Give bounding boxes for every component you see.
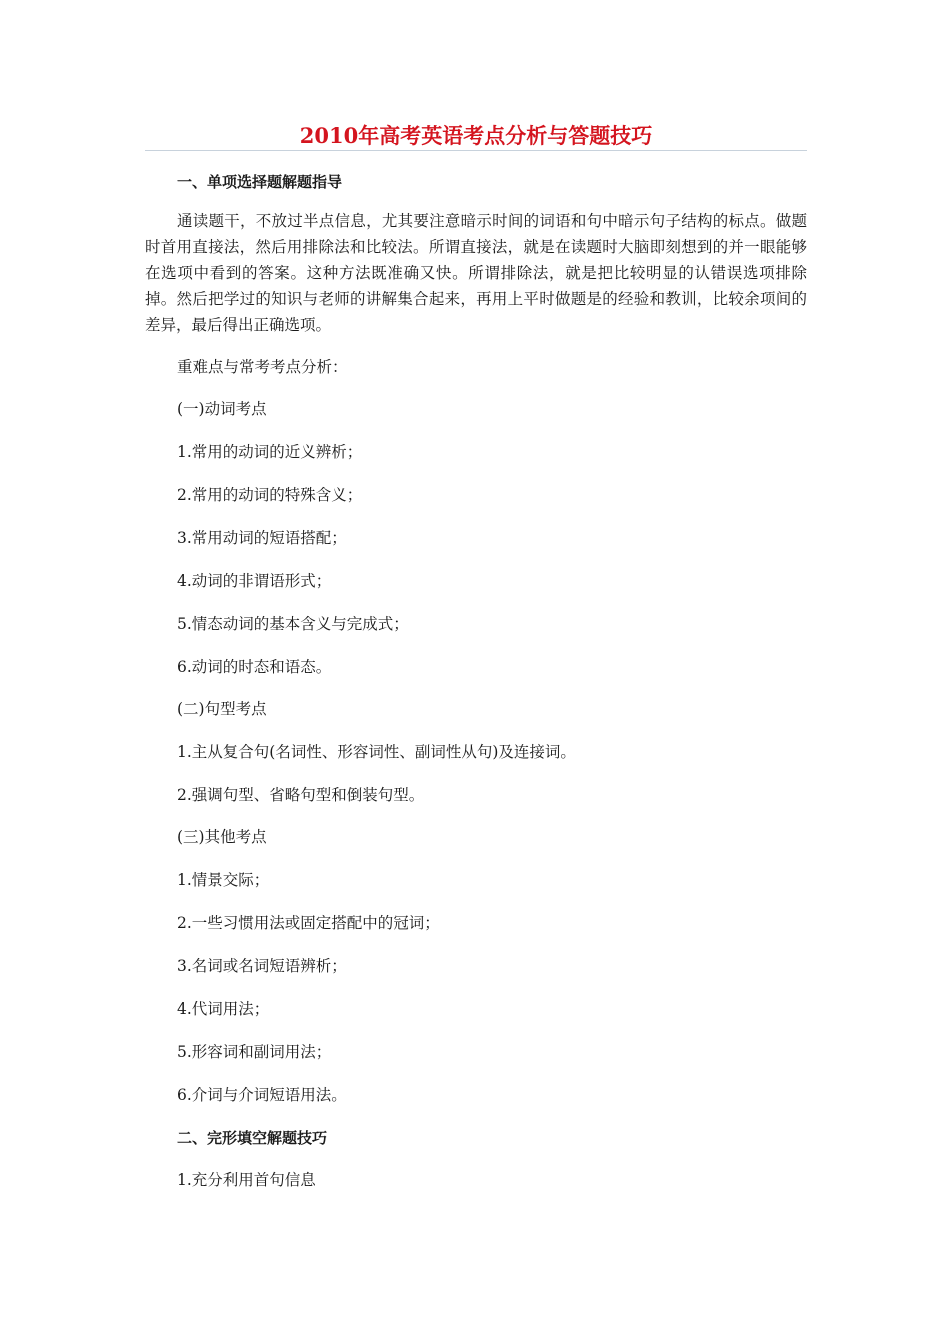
list-item: 1.主从复合句(名词性、形容词性、副词性从句)及连接词。 (177, 743, 576, 761)
document-title: 2010年高考英语考点分析与答题技巧 (299, 123, 653, 148)
list-item: 5.情态动词的基本含义与完成式； (177, 615, 409, 633)
list-item: 4.代词用法； (177, 1000, 270, 1018)
group-label-sentences: (二)句型考点 (177, 700, 267, 718)
list-item: 1.常用的动词的近义辨析； (177, 443, 363, 461)
analysis-label: 重难点与常考考点分析： (177, 358, 348, 376)
section-heading-1: 一、单项选择题解题指导 (177, 173, 343, 191)
list-item: 3.名词或名词短语辨析； (177, 957, 347, 975)
list-item: 1.充分利用首句信息 (177, 1171, 316, 1189)
intro-paragraph: 通读题干，不放过半点信息，尤其要注意暗示时间的词语和句中暗示句子结构的标点。做题时首用直接法，然后用排除法和比较法。所谓直接法，就是在读题时大脑即刻想到的并一眼能够在选项中看到的答案。这种方法既准确又快。所谓排除法，就是把比较明显的认错误选项排除掉。然后把学过的知识与老师的讲解集合起来，再用上平时做题是的经验和教训，比较余项间的差异，最后得出正确选项。 (145, 212, 807, 334)
list-item: 5.形容词和副词用法； (177, 1043, 332, 1061)
list-item: 6.动词的时态和语态。 (177, 658, 332, 676)
list-item: 4.动词的非谓语形式； (177, 572, 332, 590)
list-item: 3.常用动词的短语搭配； (177, 529, 347, 547)
list-item: 2.强调句型、省略句型和倒装句型。 (177, 786, 425, 804)
list-item: 6.介词与介词短语用法。 (177, 1086, 347, 1104)
title-divider (145, 150, 807, 151)
group-label-verbs: (一)动词考点 (177, 400, 267, 418)
list-item: 2.一些习惯用法或固定搭配中的冠词； (177, 914, 440, 932)
section-heading-2: 二、完形填空解题技巧 (177, 1129, 328, 1147)
group-label-others: (三)其他考点 (177, 828, 267, 846)
list-item: 2.常用的动词的特殊含义； (177, 486, 363, 504)
list-item: 1.情景交际； (177, 871, 270, 889)
